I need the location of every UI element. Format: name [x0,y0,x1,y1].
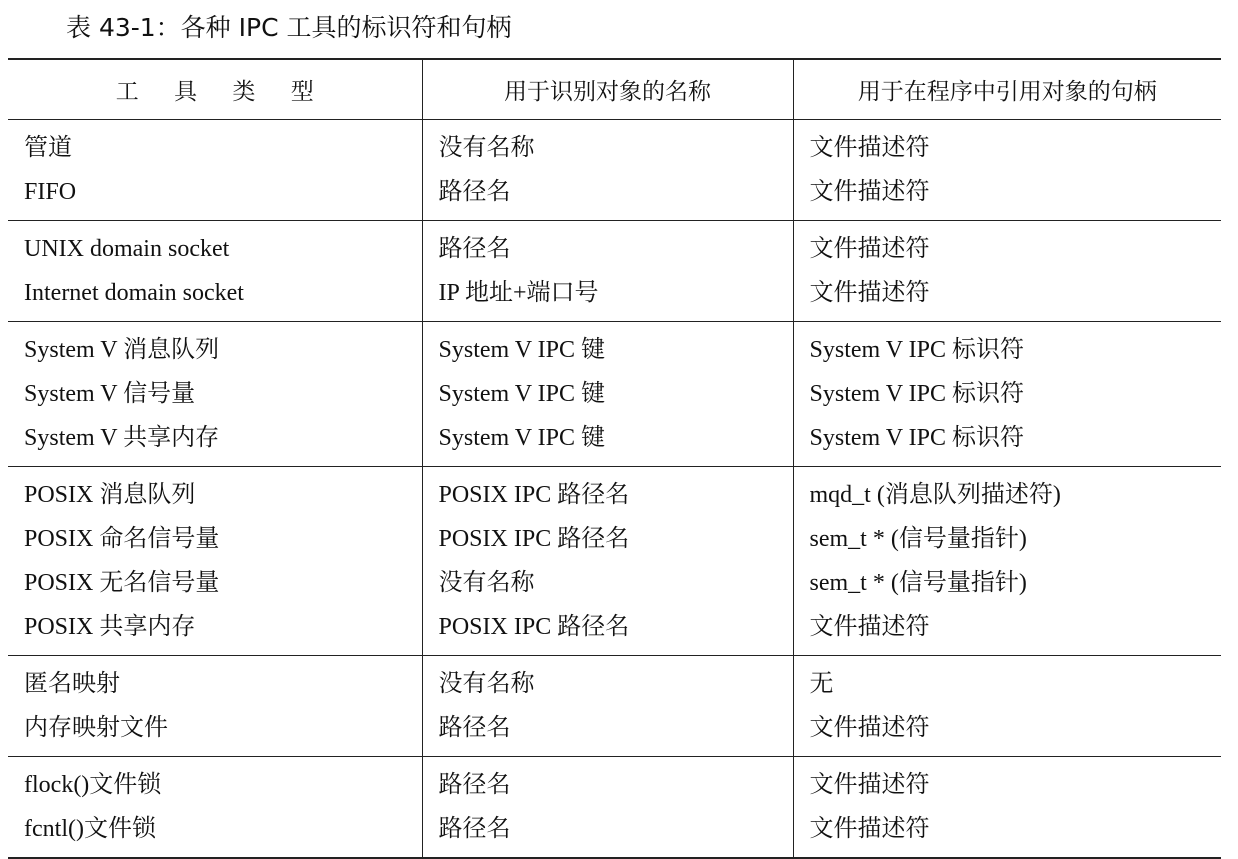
cell-text: IP 地址+端口号 [438,280,599,306]
tool-type-cell [8,757,422,859]
tool-type-cell [8,467,422,656]
cell-text: System V IPC 键 [438,381,605,407]
cell-text: 文件描述符 [809,772,930,798]
cell-text: mqd_t (消息队列描述符) [809,482,1061,508]
cell-text: POSIX 无名信号量 [24,570,220,596]
cell-text: POSIX IPC 路径名 [438,614,630,640]
identifier-name-cell [422,120,793,221]
cell-text: 没有名称 [438,135,535,161]
cell-text: System V 共享内存 [24,425,220,451]
ipc-identifiers-table [8,58,1221,859]
cell-text: 文件描述符 [809,236,930,262]
group-file-locks [8,757,1221,859]
table-row-group [8,757,1221,859]
cell-text: POSIX IPC 路径名 [438,482,630,508]
cell-text: System V IPC 标识符 [809,425,1024,451]
cell-text: 匿名映射 [24,671,120,697]
cell-text: 文件描述符 [809,179,930,205]
table-row-group [8,221,1221,322]
cell-text: 管道 [24,135,72,161]
cell-text: 内存映射文件 [24,715,168,741]
handle-cell [793,467,1221,656]
column-header-handle: 用于在程序中引用对象的句柄 [793,59,1221,120]
tool-type-cell [8,221,422,322]
group-system-v-ipc [8,322,1221,467]
table-caption: 表 43-1：各种 IPC 工具的标识符和句柄 [66,13,512,42]
handle-cell [793,757,1221,859]
identifier-name-cell [422,467,793,656]
cell-text: System V 消息队列 [24,337,220,363]
cell-text: UNIX domain socket [24,236,230,262]
cell-text: System V IPC 标识符 [809,337,1024,363]
cell-text: 路径名 [438,816,511,842]
cell-text: 路径名 [438,179,511,205]
cell-text: sem_t * (信号量指针) [809,570,1027,596]
tool-type-cell [8,120,422,221]
tool-type-cell [8,322,422,467]
cell-text: System V IPC 标识符 [809,381,1024,407]
tool-type-cell [8,656,422,757]
table-row-group [8,656,1221,757]
identifier-name-cell [422,656,793,757]
group-pipes [8,120,1221,221]
cell-text: Internet domain socket [24,280,244,306]
cell-text: 路径名 [438,236,511,262]
cell-text: POSIX 共享内存 [24,614,196,640]
group-sockets [8,221,1221,322]
group-memory-mappings [8,656,1221,757]
cell-text: 文件描述符 [809,280,930,306]
handle-cell [793,120,1221,221]
handle-cell [793,322,1221,467]
cell-text: POSIX 命名信号量 [24,526,220,552]
cell-text: 文件描述符 [809,614,930,640]
cell-text: 文件描述符 [809,816,930,842]
cell-text: FIFO [24,179,77,205]
handle-cell [793,221,1221,322]
column-header-tool-type: 工 具 类 型 [8,59,422,120]
cell-text: POSIX 消息队列 [24,482,196,508]
cell-text: System V 信号量 [24,381,196,407]
cell-text: 没有名称 [438,570,535,596]
header-row [8,59,1221,120]
cell-text: fcntl()文件锁 [24,816,156,842]
group-posix-ipc [8,467,1221,656]
table-row-group [8,120,1221,221]
cell-text: 文件描述符 [809,715,930,741]
cell-text: 没有名称 [438,671,535,697]
column-header-identifier-name: 用于识别对象的名称 [422,59,793,120]
identifier-name-cell [422,757,793,859]
cell-text: POSIX IPC 路径名 [438,526,630,552]
cell-text: System V IPC 键 [438,337,605,363]
identifier-name-cell [422,221,793,322]
cell-text: flock()文件锁 [24,772,162,798]
cell-text: 文件描述符 [809,135,930,161]
cell-text: 无 [809,671,834,697]
cell-text: sem_t * (信号量指针) [809,526,1027,552]
cell-text: 路径名 [438,772,511,798]
table-header [8,59,1221,120]
table-row-group [8,322,1221,467]
table-row-group [8,467,1221,656]
identifier-name-cell [422,322,793,467]
handle-cell [793,656,1221,757]
cell-text: 路径名 [438,715,511,741]
cell-text: System V IPC 键 [438,425,605,451]
